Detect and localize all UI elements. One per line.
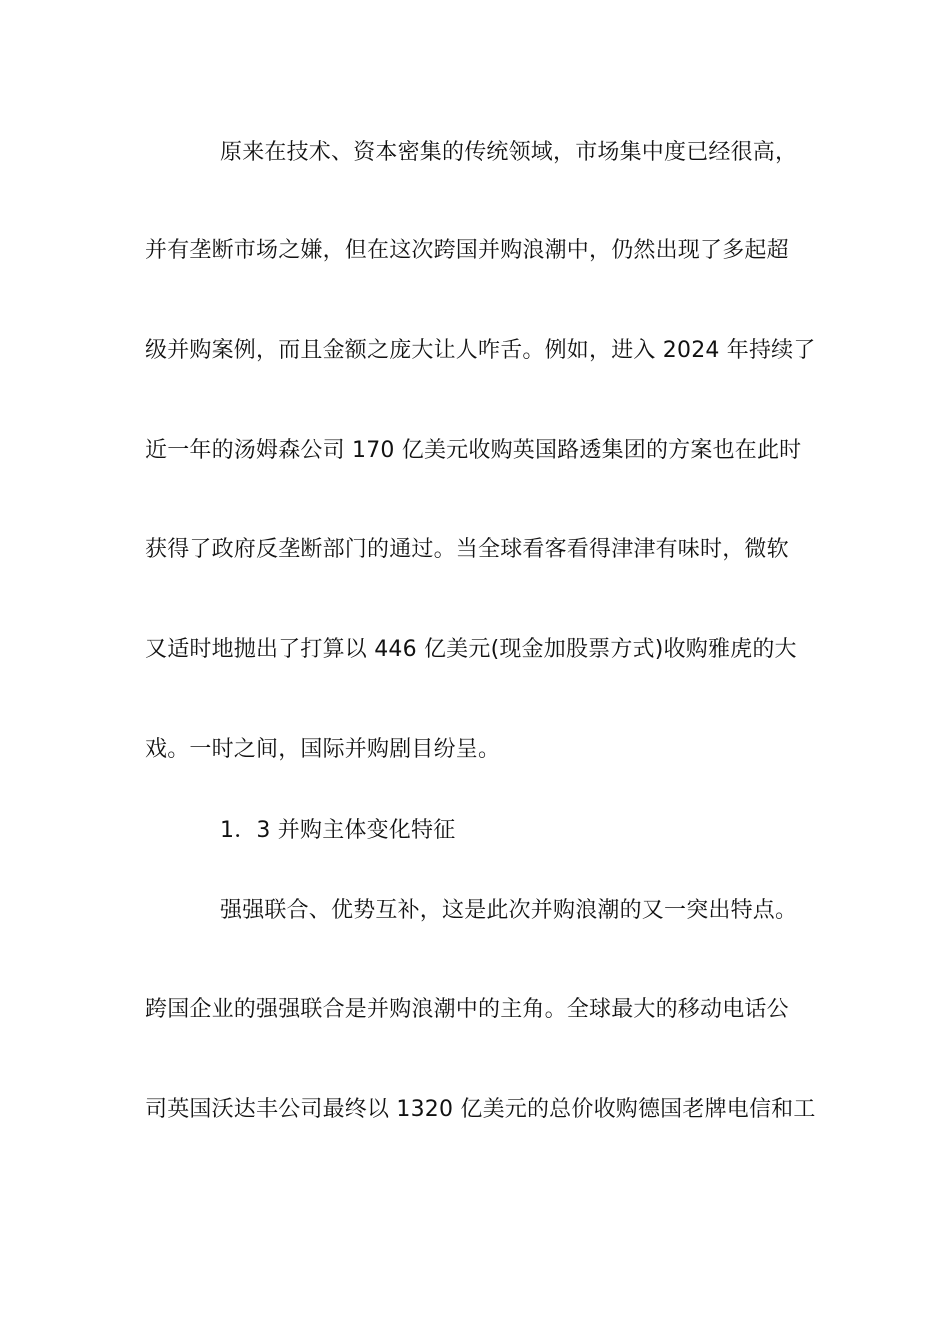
paragraph-1-line-7: 戏。一时之间，国际并购剧目纷呈。: [145, 737, 501, 762]
paragraph-1-line-4: 近一年的汤姆森公司 170 亿美元收购英国路透集团的方案也在此时: [145, 438, 802, 463]
section-heading: 1．3 并购主体变化特征: [220, 818, 456, 843]
paragraph-1-line-3: 级并购案例，而且金额之庞大让人咋舌。例如，进入 2024 年持续了: [145, 338, 816, 363]
paragraph-1-line-5: 获得了政府反垄断部门的通过。当全球看客看得津津有味时，微软: [145, 537, 789, 562]
paragraph-2-line-3: 司英国沃达丰公司最终以 1320 亿美元的总价收购德国老牌电信和工: [145, 1097, 816, 1122]
paragraph-2-line-1: 强强联合、优势互补，这是此次并购浪潮的又一突出特点。: [220, 898, 798, 923]
paragraph-1-line-6: 又适时地抛出了打算以 446 亿美元(现金加股票方式)收购雅虎的大: [145, 637, 797, 662]
paragraph-2-line-2: 跨国企业的强强联合是并购浪潮中的主角。全球最大的移动电话公: [145, 997, 789, 1022]
paragraph-1-line-2: 并有垄断市场之嫌，但在这次跨国并购浪潮中，仍然出现了多起超: [145, 238, 789, 263]
paragraph-1-line-1: 原来在技术、资本密集的传统领域，市场集中度已经很高，: [220, 140, 798, 165]
